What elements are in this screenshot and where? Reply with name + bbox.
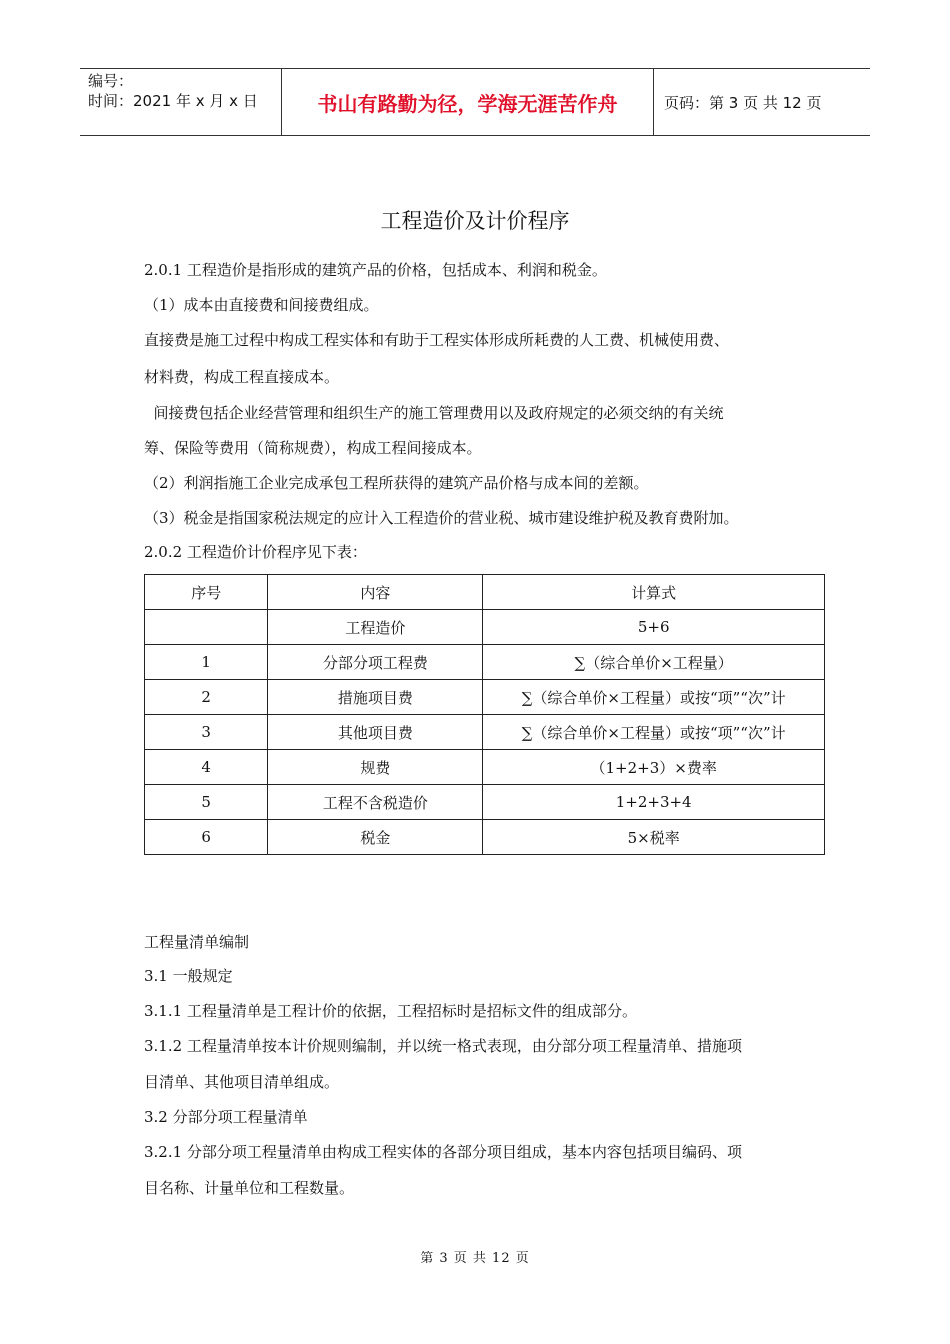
number-label: 编号： — [88, 72, 134, 90]
table-row — [145, 750, 825, 785]
table-header-cell: 序号 — [145, 575, 268, 610]
paragraph: 材料费，构成工程直接成本。 — [144, 368, 340, 386]
header-meta — [80, 69, 281, 135]
table-cell: ∑（综合单价×工程量）或按“项”“次”计 — [483, 680, 825, 715]
paragraph: 间接费包括企业经营管理和组织生产的施工管理费用以及政府规定的必须交纳的有关统 — [144, 404, 724, 422]
table-row — [145, 715, 825, 750]
table-cell: 5+6 — [483, 610, 825, 645]
table-header-row — [145, 575, 825, 610]
table-cell: 1 — [145, 645, 268, 680]
section-heading: 工程量清单编制 — [144, 933, 250, 951]
header-motto: 书山有路勤为径，学海无涯苦作舟 — [281, 69, 654, 135]
table-cell: ∑（综合单价×工程量）或按“项”“次”计 — [483, 715, 825, 750]
table-header-cell: 计算式 — [483, 575, 825, 610]
paragraph: （2）利润指施工企业完成承包工程所获得的建筑产品价格与成本间的差额。 — [144, 474, 649, 492]
table-row — [145, 645, 825, 680]
table-cell: 5×税率 — [483, 820, 825, 855]
table-cell: 4 — [145, 750, 268, 785]
table-cell: 其他项目费 — [268, 715, 483, 750]
paragraph: 目清单、其他项目清单组成。 — [144, 1073, 340, 1091]
pricing-procedure-table — [144, 574, 825, 855]
table-cell: 3 — [145, 715, 268, 750]
time-label: 时间：2021 年 x 月 x 日 — [88, 92, 258, 110]
table-row — [145, 820, 825, 855]
table-header-cell: 内容 — [268, 575, 483, 610]
table-cell: 2 — [145, 680, 268, 715]
paragraph: 直接费是施工过程中构成工程实体和有助于工程实体形成所耗费的人工费、机械使用费、 — [144, 331, 730, 349]
paragraph: 3.1.2 工程量清单按本计价规则编制，并以统一格式表现，由分部分项工程量清单、措施项 — [144, 1037, 742, 1055]
table-cell: 6 — [145, 820, 268, 855]
table-cell: 5 — [145, 785, 268, 820]
table-row — [145, 680, 825, 715]
table-cell: 税金 — [268, 820, 483, 855]
table-cell: 分部分项工程费 — [268, 645, 483, 680]
paragraph: 目名称、计量单位和工程数量。 — [144, 1179, 355, 1197]
table-cell: 措施项目费 — [268, 680, 483, 715]
paragraph: 筹、保险等费用（简称规费），构成工程间接成本。 — [144, 439, 482, 457]
paragraph: 3.1.1 工程量清单是工程计价的依据，工程招标时是招标文件的组成部分。 — [144, 1002, 637, 1020]
page-footer: 第 3 页 共 12 页 — [420, 1251, 530, 1266]
table-cell — [145, 610, 268, 645]
header-page-label: 页码：第 3 页 共 12 页 — [664, 93, 822, 112]
paragraph: 2.0.1 工程造价是指形成的建筑产品的价格，包括成本、利润和税金。 — [144, 261, 607, 279]
table-cell: 工程不含税造价 — [268, 785, 483, 820]
table-row — [145, 610, 825, 645]
table-cell: 1+2+3+4 — [483, 785, 825, 820]
subsection-heading: 3.2 分部分项工程量清单 — [144, 1108, 308, 1126]
paragraph: （1）成本由直接费和间接费组成。 — [144, 296, 379, 314]
page-header — [80, 68, 870, 136]
paragraph: （3）税金是指国家税法规定的应计入工程造价的营业税、城市建设维护税及教育费附加。 — [144, 509, 739, 527]
document-title: 工程造价及计价程序 — [380, 209, 570, 233]
subsection-heading: 3.1 一般规定 — [144, 967, 233, 985]
table-row — [145, 785, 825, 820]
table-cell: ∑（综合单价×工程量） — [483, 645, 825, 680]
table-cell: （1+2+3）×费率 — [483, 750, 825, 785]
paragraph: 3.2.1 分部分项工程量清单由构成工程实体的各部分项目组成，基本内容包括项目编码、项 — [144, 1143, 742, 1161]
table-cell: 工程造价 — [268, 610, 483, 645]
paragraph: 2.0.2 工程造价计价程序见下表： — [144, 543, 367, 561]
table-cell: 规费 — [268, 750, 483, 785]
